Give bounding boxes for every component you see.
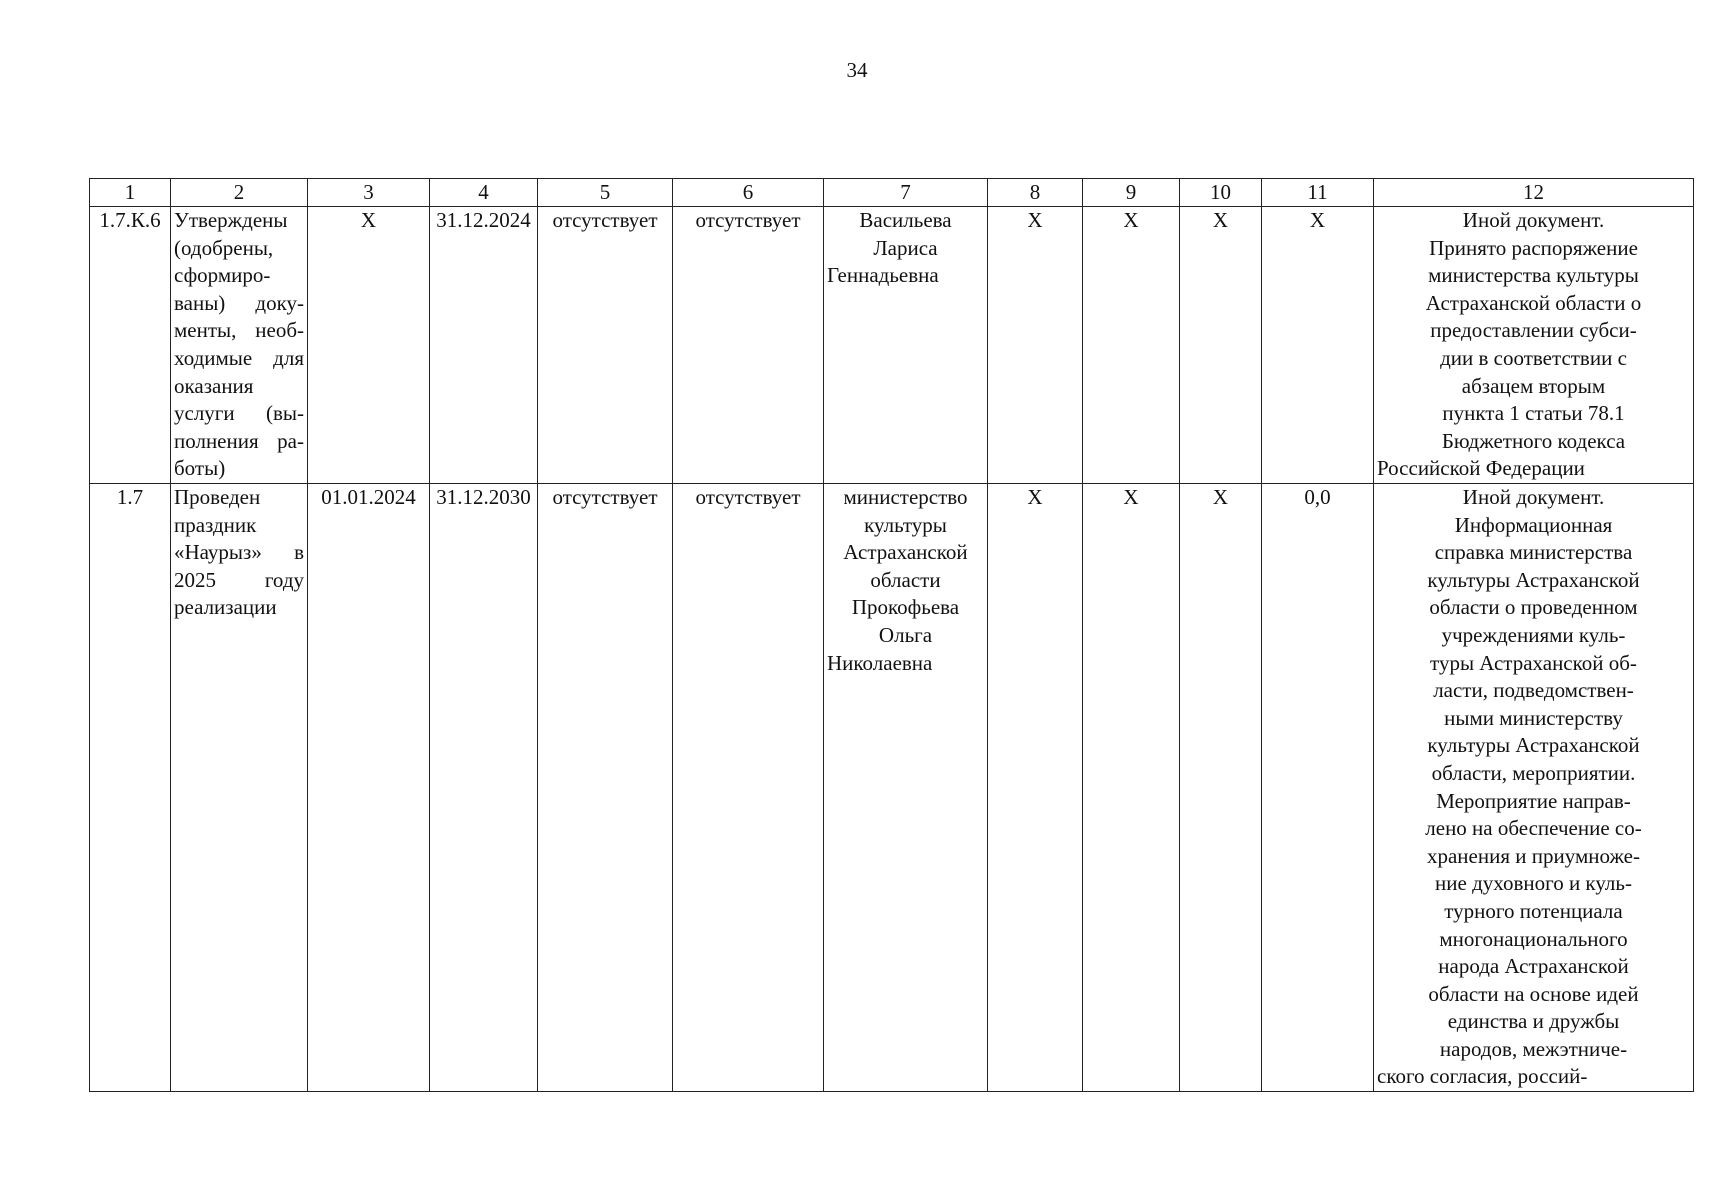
cell-text-line: области на основе идей bbox=[1428, 981, 1639, 1006]
cell-text-line: лено на обеспечение со- bbox=[1425, 816, 1642, 841]
cell-text-line: культуры Астраханской bbox=[1427, 567, 1640, 592]
cell-text-line: Российской Федерации bbox=[1377, 456, 1585, 481]
cell-text-line: менты, необ- bbox=[174, 318, 304, 343]
cell-text-line: ние духовного и куль- bbox=[1435, 871, 1632, 896]
cell-text-line: абзацем вторым bbox=[1461, 373, 1606, 398]
cell-text-line: Утверждены bbox=[174, 208, 288, 232]
cell-text-line: реализации bbox=[174, 595, 277, 620]
task-description-cell bbox=[171, 207, 308, 484]
cell-text-line: сформиро- bbox=[174, 263, 271, 288]
column-header-10: 10 bbox=[1180, 179, 1262, 207]
plan-table bbox=[89, 178, 1694, 1092]
column-9-cell: X bbox=[1083, 207, 1180, 484]
task-description-cell bbox=[171, 484, 308, 1092]
cell-text-line: ваны) доку- bbox=[174, 290, 304, 315]
cell-text-line: боты) bbox=[174, 456, 226, 481]
cell-text-line: культуры bbox=[864, 512, 947, 537]
cell-text-line: многонационального bbox=[1439, 926, 1628, 951]
cell-text-line: ходимые для bbox=[174, 345, 304, 370]
start-date-cell: 01.01.2024 bbox=[308, 484, 430, 1092]
cell-text-line: учреждениями куль- bbox=[1441, 622, 1626, 647]
end-date-cell: 31.12.2024 bbox=[430, 207, 538, 484]
column-header-3: 3 bbox=[308, 179, 430, 207]
cell-text-line: предоставлении субси- bbox=[1430, 318, 1637, 343]
cell-text-line: Принято распоряжение bbox=[1429, 235, 1638, 260]
column-5-cell: отсутствует bbox=[538, 484, 673, 1092]
cell-text-line: области bbox=[870, 567, 941, 592]
cell-text-line: ными министерству bbox=[1444, 705, 1623, 730]
cell-text-line: полнения ра- bbox=[174, 428, 304, 453]
column-header-4: 4 bbox=[430, 179, 538, 207]
start-date-cell: X bbox=[308, 207, 430, 484]
column-header-7: 7 bbox=[824, 179, 988, 207]
cell-text-line: единства и дружбы bbox=[1447, 1009, 1620, 1034]
column-11-cell: 0,0 bbox=[1262, 484, 1374, 1092]
cell-text-line: ского согласия, россий- bbox=[1377, 1064, 1588, 1089]
cell-text-line: Ольга bbox=[878, 622, 933, 647]
cell-text-line: услуги (вы- bbox=[174, 401, 304, 426]
cell-text-line: народа Астраханской bbox=[1438, 954, 1629, 979]
document-description-cell bbox=[1374, 207, 1694, 484]
cell-text-line: Астраханской bbox=[843, 540, 968, 565]
column-8-cell: X bbox=[988, 484, 1083, 1092]
column-header-6: 6 bbox=[673, 179, 824, 207]
column-11-cell: X bbox=[1262, 207, 1374, 484]
column-6-cell: отсутствует bbox=[673, 207, 824, 484]
cell-text-line: министерства культуры bbox=[1428, 263, 1639, 288]
cell-text-line: народов, межэтниче- bbox=[1439, 1036, 1628, 1061]
column-header-1: 1 bbox=[90, 179, 171, 207]
column-header-5: 5 bbox=[538, 179, 673, 207]
row-number-cell: 1.7.К.6 bbox=[90, 207, 171, 484]
cell-text-line: ласти, подведомствен- bbox=[1433, 678, 1634, 703]
cell-text-line: Васильева bbox=[859, 208, 952, 232]
cell-text-line: Прокофьева bbox=[851, 595, 960, 620]
cell-text-line: культуры Астраханской bbox=[1427, 733, 1640, 758]
column-9-cell: X bbox=[1083, 484, 1180, 1092]
column-header-8: 8 bbox=[988, 179, 1083, 207]
cell-text-line: Информационная bbox=[1454, 512, 1613, 537]
cell-text-line: дии в соответствии с bbox=[1440, 345, 1627, 370]
cell-text-line: Иной документ. bbox=[1462, 485, 1605, 509]
column-header-9: 9 bbox=[1083, 179, 1180, 207]
cell-text-line: Астраханской области о bbox=[1425, 290, 1642, 315]
cell-text-line: (одобрены, bbox=[174, 235, 274, 260]
row-number-cell: 1.7 bbox=[90, 484, 171, 1092]
cell-text-line: области о проведенном bbox=[1429, 595, 1638, 620]
cell-text-line: Проведен bbox=[174, 485, 261, 509]
cell-text-line: Геннадьевна bbox=[827, 263, 939, 288]
cell-text-line: Лариса bbox=[873, 235, 938, 260]
cell-text-line: пункта 1 статьи 78.1 bbox=[1442, 401, 1625, 426]
cell-text-line: Мероприятие направ- bbox=[1436, 788, 1631, 813]
cell-text-line: Николаевна bbox=[827, 650, 933, 675]
column-header-2: 2 bbox=[171, 179, 308, 207]
cell-text-line: Иной документ. bbox=[1462, 208, 1605, 232]
cell-text-line: праздник bbox=[174, 512, 257, 537]
cell-text-line: хранения и приумноже- bbox=[1426, 843, 1640, 868]
cell-text-line: министерство bbox=[843, 485, 968, 509]
cell-text-line: туры Астраханской об- bbox=[1430, 650, 1637, 675]
column-10-cell: X bbox=[1180, 484, 1262, 1092]
column-8-cell: X bbox=[988, 207, 1083, 484]
responsible-cell bbox=[824, 207, 988, 484]
table-row bbox=[90, 484, 1694, 1092]
cell-text-line: справка министерства bbox=[1434, 540, 1633, 565]
cell-text-line: области, мероприятии. bbox=[1431, 760, 1636, 785]
end-date-cell: 31.12.2030 bbox=[430, 484, 538, 1092]
table-row bbox=[90, 207, 1694, 484]
column-10-cell: X bbox=[1180, 207, 1262, 484]
page-number: 34 bbox=[846, 58, 868, 82]
document-description-cell bbox=[1374, 484, 1694, 1092]
column-header-11: 11 bbox=[1262, 179, 1374, 207]
column-header-12: 12 bbox=[1374, 179, 1694, 207]
cell-text-line: Бюджетного кодекса bbox=[1441, 428, 1626, 453]
column-6-cell: отсутствует bbox=[673, 484, 824, 1092]
cell-text-line: турного потенциала bbox=[1444, 898, 1623, 923]
cell-text-line: «Наурыз» в bbox=[174, 540, 304, 565]
responsible-cell bbox=[824, 484, 988, 1092]
cell-text-line: оказания bbox=[174, 373, 254, 398]
column-number-row bbox=[90, 179, 1694, 207]
cell-text-line: 2025 году bbox=[174, 567, 304, 592]
column-5-cell: отсутствует bbox=[538, 207, 673, 484]
